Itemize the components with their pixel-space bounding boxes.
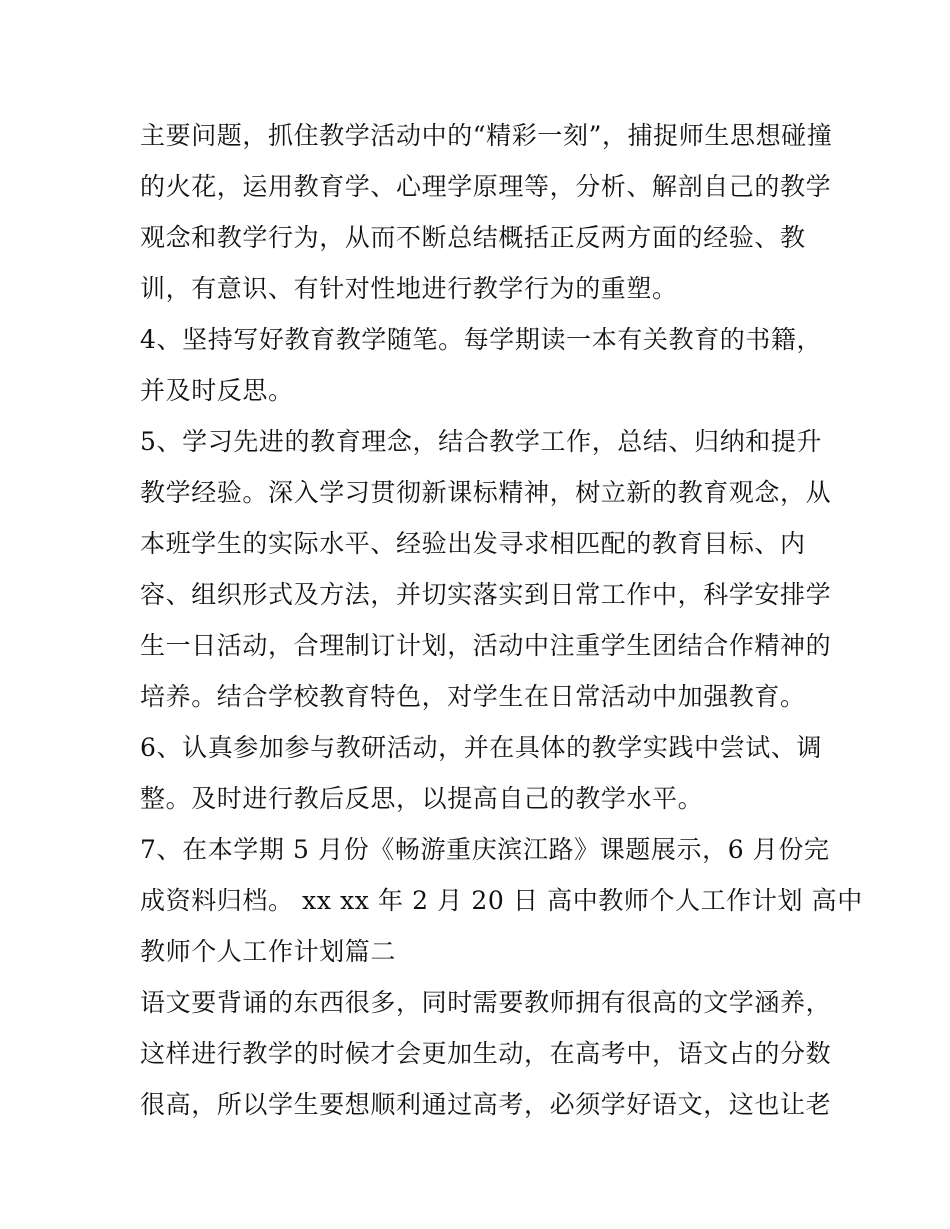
- text-line: 培养。结合学校教育特色，对学生在日常活动中加强教育。: [140, 682, 806, 711]
- text-line: 主要问题，抓住教学活动中的“精彩一刻”，捕捉师生思想碰撞: [140, 121, 833, 150]
- text-line: 7、在本学期 5 月份《畅游重庆滨江路》课题展示，6 月份完: [140, 835, 830, 864]
- text-line: 4、坚持写好教育教学随笔。每学期读一本有关教育的书籍，: [140, 325, 823, 354]
- text-line: 容、组织形式及方法，并切实落实到日常工作中，科学安排学: [140, 580, 832, 609]
- text-line: 成资料归档。 xx xx 年 2 月 20 日 高中教师个人工作计划 高中: [140, 886, 863, 915]
- text-line: 并及时反思。: [140, 376, 294, 405]
- text-line: 语文要背诵的东西很多，同时需要教师拥有很高的文学涵养，: [140, 988, 832, 1017]
- text-line: 这样进行教学的时候才会更加生动，在高考中，语文占的分数: [140, 1039, 832, 1068]
- text-line: 观念和教学行为，从而不断总结概括正反两方面的经验、教: [140, 223, 806, 252]
- text-line: 生一日活动，合理制订计划，活动中注重学生团结合作精神的: [140, 631, 832, 660]
- text-line: 教学经验。深入学习贯彻新课标精神，树立新的教育观念，从: [140, 478, 832, 507]
- text-line: 训，有意识、有针对性地进行教学行为的重塑。: [140, 274, 678, 303]
- text-line: 的火花，运用教育学、心理学原理等，分析、解剖自己的教学: [140, 172, 832, 201]
- text-line: 整。及时进行教后反思，以提高自己的教学水平。: [140, 784, 704, 813]
- text-line: 很高，所以学生要想顺利通过高考，必须学好语文，这也让老: [140, 1090, 832, 1119]
- text-line: 本班学生的实际水平、经验出发寻求相匹配的教育目标、内: [140, 529, 806, 558]
- text-line: 5、学习先进的教育理念，结合教学工作，总结、归纳和提升: [140, 427, 823, 456]
- body-text: [140, 110, 863, 1130]
- text-line: 教师个人工作计划篇二: [140, 937, 397, 966]
- text-line: 6、认真参加参与教研活动，并在具体的教学实践中尝试、调: [140, 733, 823, 762]
